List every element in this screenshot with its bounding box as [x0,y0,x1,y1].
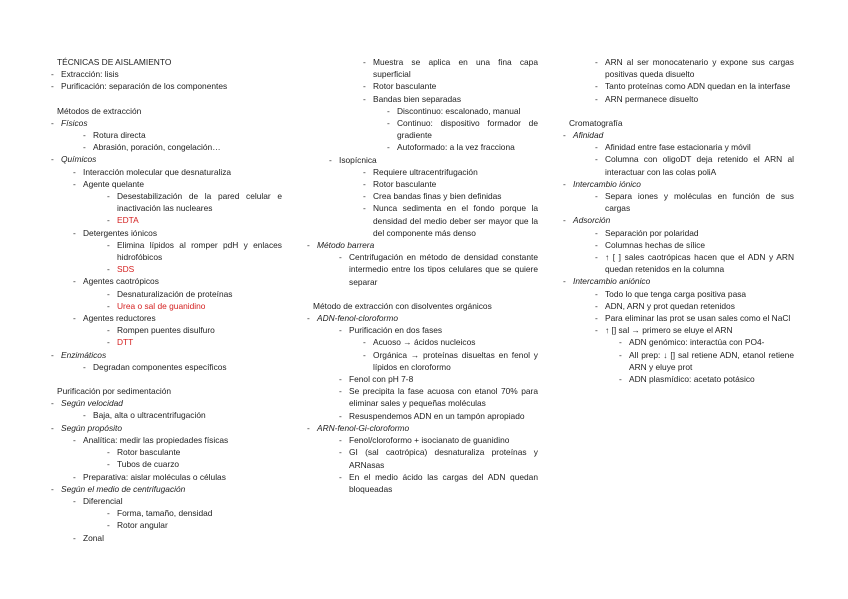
item-text: Abrasión, poración, congelación… [93,142,221,153]
item-text: Separación por polaridad [605,227,699,238]
list-item [363,166,538,178]
list-item [619,336,794,348]
item-text: Urea o sal de guanidino [117,300,206,311]
item-text: Extracción: lisis [61,69,119,80]
bullet-marker: - [83,130,86,141]
bullet-marker: - [363,57,366,67]
bullet-marker: - [107,520,110,531]
list-item [595,227,794,239]
list-item [339,373,538,385]
bullet-marker: - [51,117,54,128]
bullet-marker: - [339,325,342,336]
list-item [51,397,282,409]
list-item [51,117,282,129]
item-text: Isopícnica [339,154,377,165]
item-text: Resuspendemos ADN en un tampón apropiado [349,410,525,421]
list-item [83,129,282,141]
list-item [363,349,538,373]
bullet-marker: - [595,300,598,311]
bullet-marker: - [387,105,390,116]
list-item [595,153,794,177]
bullet-marker: - [73,166,76,177]
item-text: Orgánica → proteínas disueltas en fenol y lípidos en cloroformo [373,349,538,372]
bullet-marker: - [595,239,598,250]
bullet-marker: - [107,508,110,519]
item-text: Agentes caotrópicos [83,276,159,287]
item-text: Según el medio de centrifugación [61,483,186,494]
item-text: Nunca sedimenta en el fondo porque la densidad del medio deber ser mayor que la del componente más denso [373,203,538,238]
bullet-marker: - [619,337,622,348]
list-item [73,275,282,287]
list-item [107,507,282,519]
bullet-marker: - [307,422,310,433]
list-item [387,105,538,117]
list-item [307,239,538,251]
bullet-marker: - [107,288,110,299]
item-text: EDTA [117,215,139,226]
list-item [595,300,794,312]
list-item [595,324,794,336]
item-text: ARN permanece disuelto [605,93,699,104]
item-text: Fenol/cloroformo + isocianato de guanidino [349,435,510,446]
bullet-marker: - [73,313,76,324]
item-text: Desnaturalización de proteínas [117,288,233,299]
section-heading [569,117,794,129]
item-text: Purificación en dos fases [349,325,443,336]
bullet-marker: - [619,374,622,385]
list-item [73,471,282,483]
item-text: Según velocidad [61,398,123,409]
bullet-marker: - [83,361,86,372]
bullet-marker: - [51,398,54,409]
bullet-marker: - [363,93,366,104]
bullet-marker: - [51,154,54,165]
list-item [363,56,538,80]
bullet-marker: - [73,178,76,189]
bullet-marker: - [339,435,342,446]
list-item [83,141,282,153]
item-text: Método barrera [317,240,375,251]
spacer [313,288,538,300]
item-text: Rotor basculante [373,179,437,190]
bullet-marker: - [595,191,598,202]
item-text: Tubos de cuarzo [117,459,180,470]
bullet-marker: - [339,386,342,397]
bullet-marker: - [339,252,342,263]
item-text: GI (sal caotrópica) desnaturaliza proteínas y ARNasas [349,447,538,470]
item-text: Requiere ultracentrifugación [373,166,478,177]
bullet-marker: - [363,179,366,190]
item-text: Agente quelante [83,178,145,189]
list-item [363,190,538,202]
item-text: Rotor basculante [373,81,437,92]
item-text: Zonal [83,532,104,543]
bullet-marker: - [51,81,54,92]
list-item [595,190,794,214]
item-text: Diferencial [83,495,123,506]
list-item [339,385,538,409]
list-item [107,190,282,214]
item-text: Continuo: dispositivo formador de gradiente [397,118,538,141]
list-item [363,93,538,105]
list-item [595,239,794,251]
item-text: Autoformado: a la vez fracciona [397,142,515,153]
item-text: Tanto proteínas como ADN quedan en la interfase [605,81,791,92]
spacer [57,373,282,385]
list-item [107,214,282,226]
list-item [339,471,538,495]
bullet-marker: - [83,410,86,421]
list-item [51,68,282,80]
notes-column-3 [563,56,794,385]
item-text: Baja, alta o ultracentrifugación [93,410,206,421]
list-item [619,373,794,385]
list-item [339,446,538,470]
item-text: Muestra se aplica en una fina capa superficial [373,57,538,80]
list-item [107,288,282,300]
list-item [307,422,538,434]
item-text: Crea bandas finas y bien definidas [373,191,502,202]
item-text: Centrifugación en método de densidad constante intermedio entre los tipos celulares que se quiere separar [349,252,538,287]
item-text: Físicos [61,117,88,128]
item-text: DTT [117,337,134,348]
bullet-marker: - [563,276,566,287]
bullet-marker: - [363,81,366,92]
spacer [57,93,282,105]
list-item [51,153,282,165]
item-text: Adsorción [573,215,611,226]
item-text: ARN al ser monocatenario y expone sus cargas positivas queda disuelto [605,57,794,80]
list-item [51,422,282,434]
list-item [563,129,794,141]
list-item [107,519,282,531]
item-text: SDS [117,264,135,275]
item-text: ADN-fenol-cloroformo [317,313,398,324]
item-text: Forma, tamaño, densidad [117,508,213,519]
list-item [107,336,282,348]
bullet-marker: - [363,337,366,348]
bullet-marker: - [595,227,598,238]
list-item [83,361,282,373]
bullet-marker: - [107,325,110,336]
bullet-marker: - [107,264,110,275]
list-item [595,56,794,80]
list-item [107,263,282,275]
item-text: Desestabilización de la pared celular e inactivación las nucleares [117,191,282,214]
item-text: Rotor basculante [117,447,181,458]
list-item [595,141,794,153]
bullet-marker: - [339,471,342,482]
list-item [83,409,282,421]
list-item [73,166,282,178]
item-text: Columnas hechas de sílice [605,239,706,250]
item-text: Se precipita la fase acuosa con etanol 70% para eliminar sales y pequeñas moléculas [349,386,538,409]
list-item [339,434,538,446]
bullet-marker: - [73,471,76,482]
list-item [563,214,794,226]
bullet-marker: - [329,154,332,165]
bullet-marker: - [107,459,110,470]
list-item [73,495,282,507]
item-text: Según propósito [61,422,122,433]
list-item [307,312,538,324]
bullet-marker: - [73,532,76,543]
list-item [73,227,282,239]
list-item [339,251,538,288]
item-text: ADN, ARN y prot quedan retenidos [605,300,735,311]
bullet-marker: - [619,349,622,360]
item-text: Afinidad [573,130,604,141]
heading-text: Método de extracción con disolventes orgánicos [313,300,492,311]
section-heading [57,56,282,68]
list-item [595,288,794,300]
list-item [51,80,282,92]
list-item [387,117,538,141]
list-item [363,336,538,348]
bullet-marker: - [595,81,598,92]
item-text: Químicos [61,154,97,165]
bullet-marker: - [363,203,366,214]
bullet-marker: - [339,410,342,421]
bullet-marker: - [107,239,110,250]
bullet-marker: - [51,349,54,360]
bullet-marker: - [83,142,86,153]
item-text: Todo lo que tenga carga positiva pasa [605,288,747,299]
item-text: Purificación: separación de los componentes [61,81,228,92]
section-heading [57,385,282,397]
list-item [339,324,538,336]
list-item [595,80,794,92]
list-item [563,178,794,190]
list-item [595,312,794,324]
item-text: Interacción molecular que desnaturaliza [83,166,232,177]
item-text: All prep: ↓ [] sal retiene ADN, etanol retiene ARN y eluye prot [629,349,794,372]
list-item [73,434,282,446]
item-text: Detergentes iónicos [83,227,158,238]
bullet-marker: - [563,215,566,226]
bullet-marker: - [595,142,598,153]
list-item [107,458,282,470]
section-heading [313,300,538,312]
list-item [73,178,282,190]
bullet-marker: - [51,483,54,494]
list-item [51,483,282,495]
list-item [73,532,282,544]
item-text: ↑ [ ] sales caotrópicas hacen que el ADN y ARN quedan retenidos en la columna [605,252,794,275]
list-item [363,202,538,239]
list-item [619,349,794,373]
notes-column-1 [51,56,282,544]
heading-text: Purificación por sedimentación [57,386,172,397]
list-item [51,349,282,361]
item-text: Afinidad entre fase estacionaria y móvil [605,142,751,153]
bullet-marker: - [595,154,598,165]
list-item [339,410,538,422]
bullet-marker: - [107,337,110,348]
bullet-marker: - [51,69,54,80]
bullet-marker: - [595,57,598,67]
bullet-marker: - [339,374,342,385]
list-item [363,178,538,190]
item-text: ADN plasmídico: acetato potásico [629,374,755,385]
section-heading [57,105,282,117]
bullet-marker: - [595,252,598,263]
heading-text: TÉCNICAS DE AISLAMIENTO [57,57,172,67]
bullet-marker: - [563,178,566,189]
bullet-marker: - [107,447,110,458]
item-text: Analítica: medir las propiedades físicas [83,434,229,445]
list-item [387,141,538,153]
bullet-marker: - [73,227,76,238]
bullet-marker: - [73,495,76,506]
item-text: Rotor angular [117,520,168,531]
bullet-marker: - [107,215,110,226]
item-text: Acuoso → ácidos nucleicos [373,337,476,348]
item-text: Rotura directa [93,130,146,141]
item-text: Degradan componentes específicos [93,361,227,372]
bullet-marker: - [595,325,598,336]
bullet-marker: - [339,447,342,458]
bullet-marker: - [107,300,110,311]
item-text: Columna con oligoDT deja retenido el ARN al interactuar con las colas poliA [605,154,794,177]
item-text: Rompen puentes disulfuro [117,325,215,336]
bullet-marker: - [73,434,76,445]
item-text: ↑ [] sal → primero se eluye el ARN [605,325,733,336]
list-item [563,275,794,287]
item-text: Enzimáticos [61,349,107,360]
list-item [107,446,282,458]
item-text: Bandas bien separadas [373,93,462,104]
bullet-marker: - [595,313,598,324]
item-text: En el medio ácido las cargas del ADN quedan bloqueadas [349,471,538,494]
bullet-marker: - [73,276,76,287]
list-item [595,93,794,105]
bullet-marker: - [51,422,54,433]
item-text: Agentes reductores [83,313,156,324]
list-item [107,239,282,263]
list-item [329,154,538,166]
bullet-marker: - [363,191,366,202]
item-text: Discontinuo: escalonado, manual [397,105,521,116]
heading-text: Métodos de extracción [57,105,142,116]
list-item [595,251,794,275]
bullet-marker: - [595,93,598,104]
item-text: ADN genómico: interactúa con PO4- [629,337,765,348]
spacer [569,105,794,117]
item-text: Preparativa: aislar moléculas o células [83,471,226,482]
bullet-marker: - [563,130,566,141]
item-text: Intercambio aniónico [573,276,651,287]
item-text: Para eliminar las prot se usan sales como el NaCl [605,313,791,324]
item-text: Fenol con pH 7-8 [349,374,414,385]
bullet-marker: - [387,118,390,129]
bullet-marker: - [307,313,310,324]
bullet-marker: - [363,166,366,177]
bullet-marker: - [307,240,310,251]
heading-text: Cromatografía [569,117,623,128]
item-text: ARN-fenol-Gi-cloroformo [317,422,410,433]
bullet-marker: - [595,288,598,299]
bullet-marker: - [387,142,390,153]
bullet-marker: - [363,349,366,360]
list-item [107,300,282,312]
item-text: Intercambio iónico [573,178,641,189]
bullet-marker: - [107,191,110,202]
item-text: Elimina lípidos al romper pdH y enlaces hidrofóbicos [117,239,282,263]
list-item [73,312,282,324]
list-item [107,324,282,336]
item-text: Separa iones y moléculas en función de sus cargas [605,191,794,214]
notes-column-2 [307,56,538,495]
list-item [363,80,538,92]
